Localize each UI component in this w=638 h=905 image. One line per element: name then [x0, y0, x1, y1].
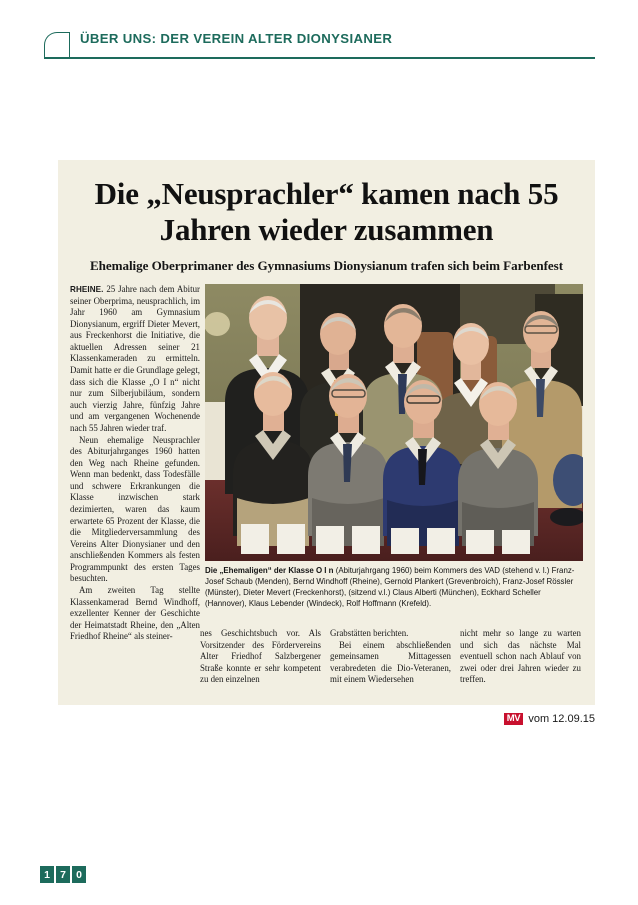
- page-number: [40, 866, 86, 883]
- article-bottom-region: [70, 628, 587, 686]
- photo-caption: [205, 561, 583, 610]
- article-column-b4: [460, 628, 581, 686]
- group-photo: [205, 284, 583, 561]
- dateline: RHEINE.: [70, 285, 104, 294]
- paragraph-1: [70, 284, 200, 435]
- section-title: ÜBER UNS: DER VEREIN ALTER DIONYSIANER: [80, 31, 393, 46]
- article-column-b1: [70, 628, 191, 686]
- paragraph-1-text: 25 Jahre nach dem Abitur seiner Oberprima, neusprachlich, im Jahr 1960 am Gymnasium Dionysianum, ergriff Dieter Mevert, aus Freckenhorst die Initiative, die aktuellen Adressen seiner 21 Klassenkameraden zu ermitteln. Damit hatte er die Grundlage gelegt, dass sich die Klasse „O I n“ nicht nur zum Silberjubiläum, sondern auch vierzig Jahre, fünfzig Jahre und am vergangenen Wochenende nach 55 Jahren wieder traf.: [70, 284, 200, 433]
- article-subhead: Ehemalige Oberprimaner des Gymnasiums Dionysianum trafen sich beim Farbenfest: [89, 257, 564, 273]
- header-bracket-decoration: [44, 32, 70, 58]
- article-panel: [58, 160, 595, 705]
- folio-digit-3: 0: [72, 866, 86, 883]
- page-header: [0, 28, 638, 68]
- paragraph-3: Am zweiten Tag stellte Klassenkamerad Bernd Windhoff, exzellenter Kenner der Geschichte der Heimatstadt Rheine, den „Alten Friedhof Rheine“ als steiner-: [70, 585, 200, 642]
- source-credit: [0, 712, 595, 725]
- folio-digit-2: 7: [56, 866, 70, 883]
- photo-caption-lead: Die „Ehemaligen“ der Klasse O I n: [205, 566, 334, 575]
- article-column-b3: [330, 628, 451, 686]
- paragraph-2: Neun ehemalige Neusprachler des Abiturjahrganges 1960 hatten den Weg nach Rheine gefunden. Wenn man bedenkt, dass Todesfälle und schwere Erkrankungen die Klasse inzwischen stark dezimierten, waren das kaum erwartete 65 Prozent der Klasse, die die Mitgliederversammlung des Vereins Alter Dionysianer und den anschließenden Kommers als festen Programmpunkt des ersten Tages besuchten.: [70, 434, 200, 584]
- paragraph-5: Bei einem abschließenden gemeinsamen Mittagessen verabredeten die Dio-Veteranen, mit einem Wiedersehen: [330, 639, 451, 685]
- paragraph-4-cont: Grabstätten berichten.: [330, 628, 409, 638]
- photo-block: [205, 284, 583, 610]
- credit-date: vom 12.09.15: [528, 713, 595, 725]
- article-column-1: [70, 284, 200, 643]
- article-column-b2: [200, 628, 321, 686]
- photo-caption-rest: (Abiturjahrgang 1960) beim Kommers des VAD (stehend v. l.) Franz-Josef Schaub (Menden), Bernd Windhoff (Rheine), Gernold Plankert (Grevenbroich), Franz-Josef Rössler (Münster), Dieter Mevert (Freckenhorst), (sitzend v.l.) Claus Alberti (München), Eckhard Scheller (Hannover), Klaus Lebender (Windeck), Rolf Hoffmann (Krefeld).: [205, 566, 575, 608]
- paragraph-4: nes Geschichtsbuch vor. Als Vorsitzender des Fördervereins Alter Friedhof Salzbergener Straße konnte er sehr kompetent zu den einzelnen: [200, 628, 321, 685]
- mv-logo-badge: MV: [504, 713, 524, 725]
- paragraph-5-cont: nicht mehr so lange zu warten und sich das nächste Mal eventuell schon nach Ablauf von zwei oder drei Jahren wieder zu treffen.: [460, 628, 581, 685]
- folio-digit-1: 1: [40, 866, 54, 883]
- credit-row: [504, 713, 595, 725]
- article-headline: Die „Neusprachler“ kamen nach 55 Jahren wieder zusammen: [94, 176, 559, 248]
- header-rule: [44, 57, 595, 59]
- group-photo-illustration: [205, 284, 583, 561]
